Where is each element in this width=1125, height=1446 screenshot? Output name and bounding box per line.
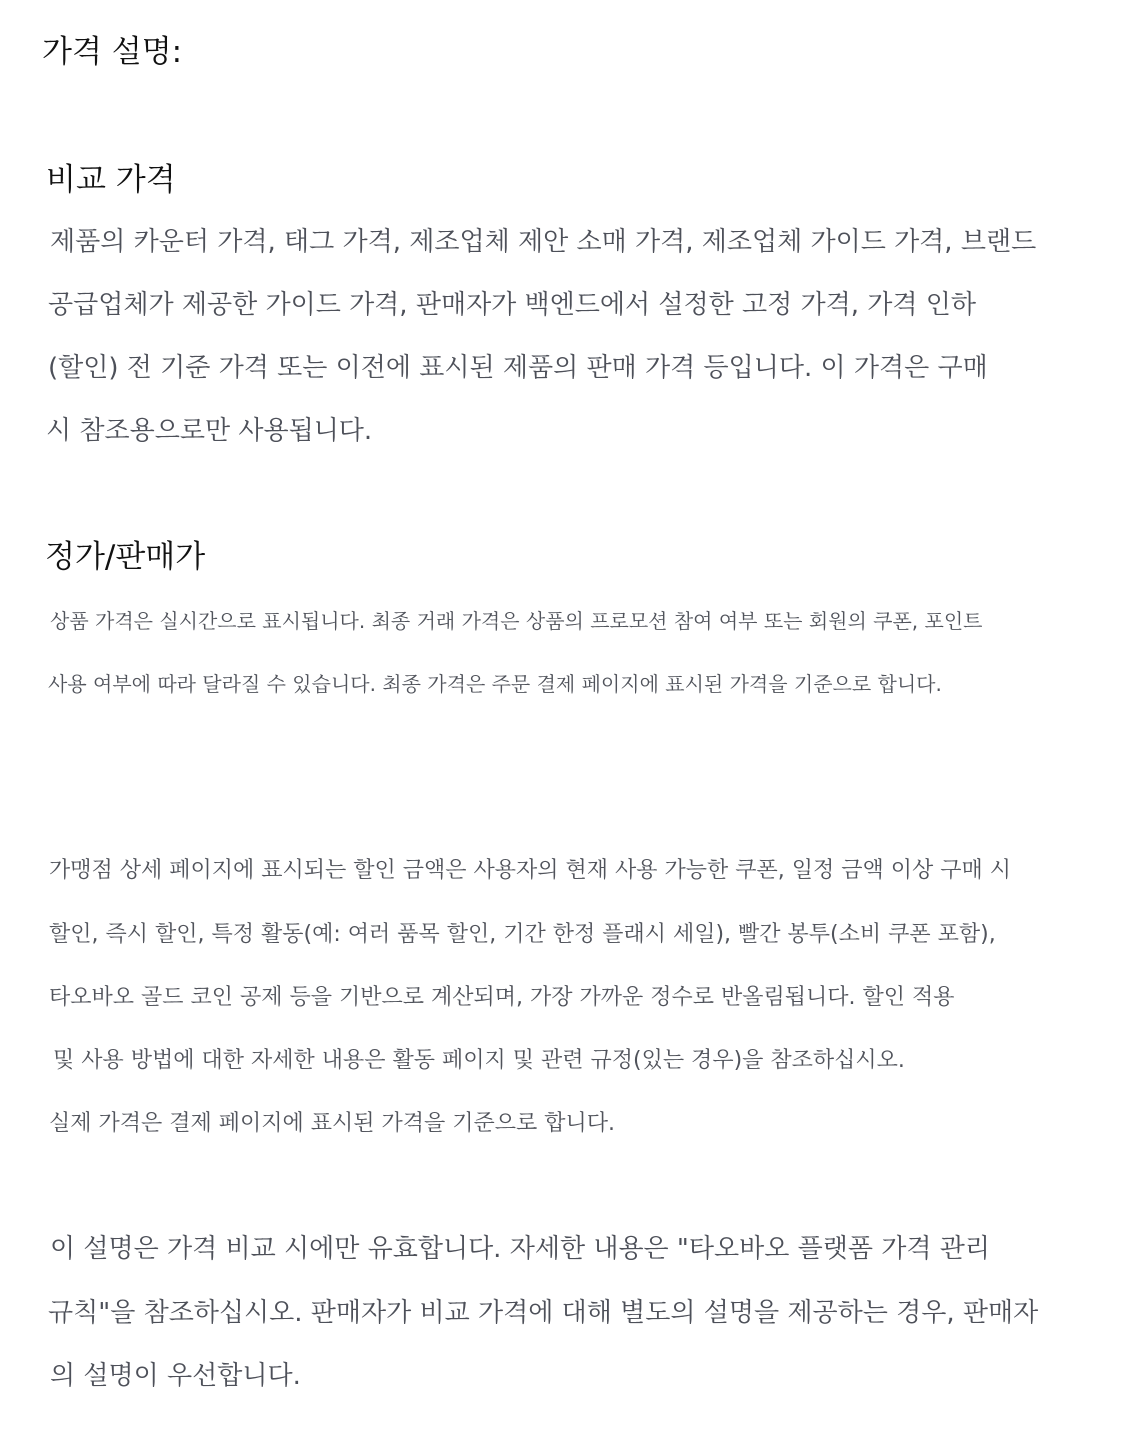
store-discount-text-line: 가맹점 상세 페이지에 표시되는 할인 금액은 사용자의 현재 사용 가능한 쿠폰, 일정 금액 이상 구매 시	[49, 858, 1011, 883]
compare-price-text-line: 공급업체가 제공한 가이드 가격, 판매자가 백엔드에서 설정한 고정 가격, 가격 인하	[48, 290, 977, 320]
compare-price-heading: 비교 가격	[46, 162, 176, 198]
compare-price-text-line: (할인) 전 기준 가격 또는 이전에 표시된 제품의 판매 가격 등입니다. 이 가격은 구매	[48, 353, 988, 383]
sale-price-text-line: 사용 여부에 따라 달라질 수 있습니다. 최종 가격은 주문 결제 페이지에 표시된 가격을 기준으로 합니다.	[48, 672, 942, 696]
compare-price-text-line: 시 참조용으로만 사용됩니다.	[46, 416, 373, 446]
note-text-line: 이 설명은 가격 비교 시에만 유효합니다. 자세한 내용은 "타오바오 플랫폼 가격 관리	[50, 1234, 990, 1264]
sale-price-heading: 정가/판매가	[45, 539, 206, 575]
note-text-line: 규칙"을 참조하십시오. 판매자가 비교 가격에 대해 별도의 설명을 제공하는 경우, 판매자	[48, 1298, 1039, 1328]
note-text-line: 의 설명이 우선합니다.	[50, 1361, 301, 1391]
page-title: 가격 설명:	[42, 34, 183, 70]
store-discount-text-line: 실제 가격은 결제 페이지에 표시된 가격을 기준으로 합니다.	[49, 1111, 615, 1136]
store-discount-text-line: 및 사용 방법에 대한 자세한 내용은 활동 페이지 및 관련 규정(있는 경우)을 참조하십시오.	[53, 1048, 905, 1073]
compare-price-text-line: 제품의 카운터 가격, 태그 가격, 제조업체 제안 소매 가격, 제조업체 가이드 가격, 브랜드	[50, 227, 1037, 257]
store-discount-text-line: 타오바오 골드 코인 공제 등을 기반으로 계산되며, 가장 가까운 정수로 반올림됩니다. 할인 적용	[49, 985, 955, 1010]
sale-price-text-line: 상품 가격은 실시간으로 표시됩니다. 최종 거래 가격은 상품의 프로모션 참여 여부 또는 회원의 쿠폰, 포인트	[50, 609, 983, 633]
store-discount-text-line: 할인, 즉시 할인, 특정 활동(예: 여러 품목 할인, 기간 한정 플래시 세일), 빨간 봉투(소비 쿠폰 포함),	[49, 922, 996, 947]
